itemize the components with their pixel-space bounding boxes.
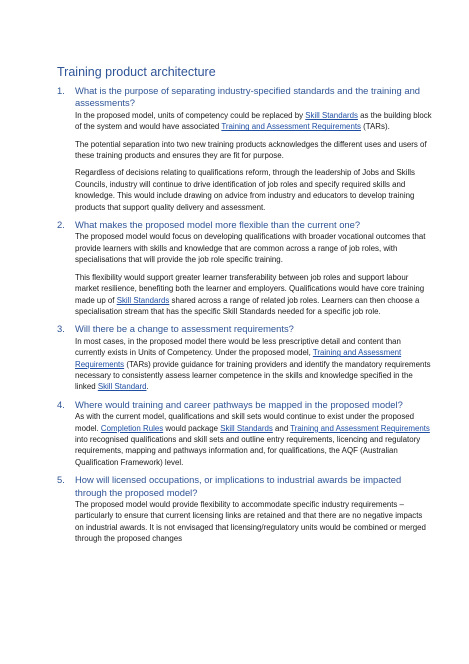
- tar-link[interactable]: Training and Assessment Requirements: [290, 423, 430, 433]
- skill-standards-link[interactable]: Skill Standards: [220, 423, 273, 433]
- question-text: Will there be a change to assessment requirements?: [75, 323, 294, 335]
- answer-text: This flexibility would support greater learner transferability between job roles and support labour market resilience, benefiting both the learner and employers. Qualifications would have core training made up of: [75, 272, 425, 305]
- answer-paragraph: [75, 411, 433, 468]
- tar-link[interactable]: Training and Assessment Requirements: [221, 122, 361, 132]
- question-number: 4.: [57, 398, 65, 410]
- question-number: 5.: [57, 474, 65, 486]
- question-heading: [57, 323, 433, 335]
- answer-text: As with the current model, qualifications and skill sets would continue to exist under the proposed model.: [75, 412, 415, 433]
- answer-paragraph: [75, 110, 433, 133]
- question-text: What is the purpose of separating industry-specified standards and the training and assessments?: [75, 85, 420, 109]
- question-heading: [57, 399, 433, 411]
- answer-text: (TARs).: [360, 122, 390, 132]
- answer-text: In the proposed model, units of competency could be replaced by: [75, 110, 306, 120]
- page-title: Training product architecture: [57, 65, 216, 79]
- skill-standard-link[interactable]: Skill Standard: [97, 382, 147, 392]
- question-heading: [57, 474, 433, 499]
- answer-text: In most cases, in the proposed model there would be less prescriptive detail and content than currently exists in Units of Competency. Under the proposed model,: [75, 336, 401, 358]
- answer-text: would package: [163, 423, 221, 433]
- question-text: How will licensed occupations, or implications to industrial awards be impacted through the proposed model?: [75, 474, 402, 498]
- tar-link[interactable]: Training and Assessment Requirements: [75, 348, 402, 369]
- answer-text: .: [146, 382, 149, 392]
- answer-paragraph: [75, 336, 433, 393]
- faq-section-2: [57, 219, 433, 317]
- question-heading: [57, 85, 433, 110]
- question-number: 1.: [57, 85, 65, 96]
- faq-section-4: [57, 399, 433, 468]
- answer-text: as the building block of the system and would have associated: [75, 110, 432, 132]
- question-text: What makes the proposed model more flexible than the current one?: [75, 219, 361, 231]
- completion-rules-link[interactable]: Completion Rules: [100, 423, 164, 433]
- question-number: 3.: [57, 323, 65, 335]
- answer-paragraph: The proposed model would provide flexibility to accommodate specific industry requirements – particularly to ensure that current licensing links are retained and that there are no negative impacts on industrial awards. It is not envisaged that licensing/regulatory units would be combined or merged through the proposed changes: [75, 500, 426, 544]
- answer-paragraph: The potential separation into two new training products acknowledges the different uses and users of these training products and ensures they are fit for purpose.: [75, 139, 427, 161]
- question-heading: [57, 219, 433, 231]
- answer-paragraph: [75, 272, 433, 318]
- answer-paragraph: Regardless of decisions relating to qualifications reform, through the leadership of Jobs and Skills Councils, industry will continue to drive identification of job roles and specify required skills and knowledge. This would include drawing on advice from industry and educators to develop training products that support quality delivery and assessment.: [75, 168, 415, 212]
- answer-text: shared across a range of related job roles. Learners can then choose a specialisation stream that has the specific Skill Standards needed for a specific job role.: [75, 295, 420, 316]
- skill-standards-link[interactable]: Skill Standards: [305, 110, 358, 120]
- answer-text: into recognised qualifications and skill sets and outline entry requirements, licencing and regulatory requirements, mapping and pathways information and, for qualifications, the AQF (Australian Qualification Framework) level.: [75, 434, 421, 467]
- faq-section-3: [57, 323, 433, 392]
- answer-paragraph: The proposed model would focus on developing qualifications with broader vocational outcomes that provide learners with skills and knowledge that are common across a range of job roles, with specialisations that will provide the job role specific training.: [75, 232, 426, 265]
- faq-section-5: [57, 474, 433, 544]
- answer-text: (TARs) provide guidance for training providers and identify the mandatory requirements necessary to consistently assess learner competence in the skills and knowledge specified in the linked: [75, 359, 431, 392]
- question-text: Where would training and career pathways be mapped in the proposed model?: [75, 398, 403, 410]
- skill-standards-link[interactable]: Skill Standards: [116, 295, 170, 305]
- answer-text: and: [272, 423, 291, 433]
- question-number: 2.: [57, 219, 65, 231]
- faq-section-1: [57, 85, 433, 213]
